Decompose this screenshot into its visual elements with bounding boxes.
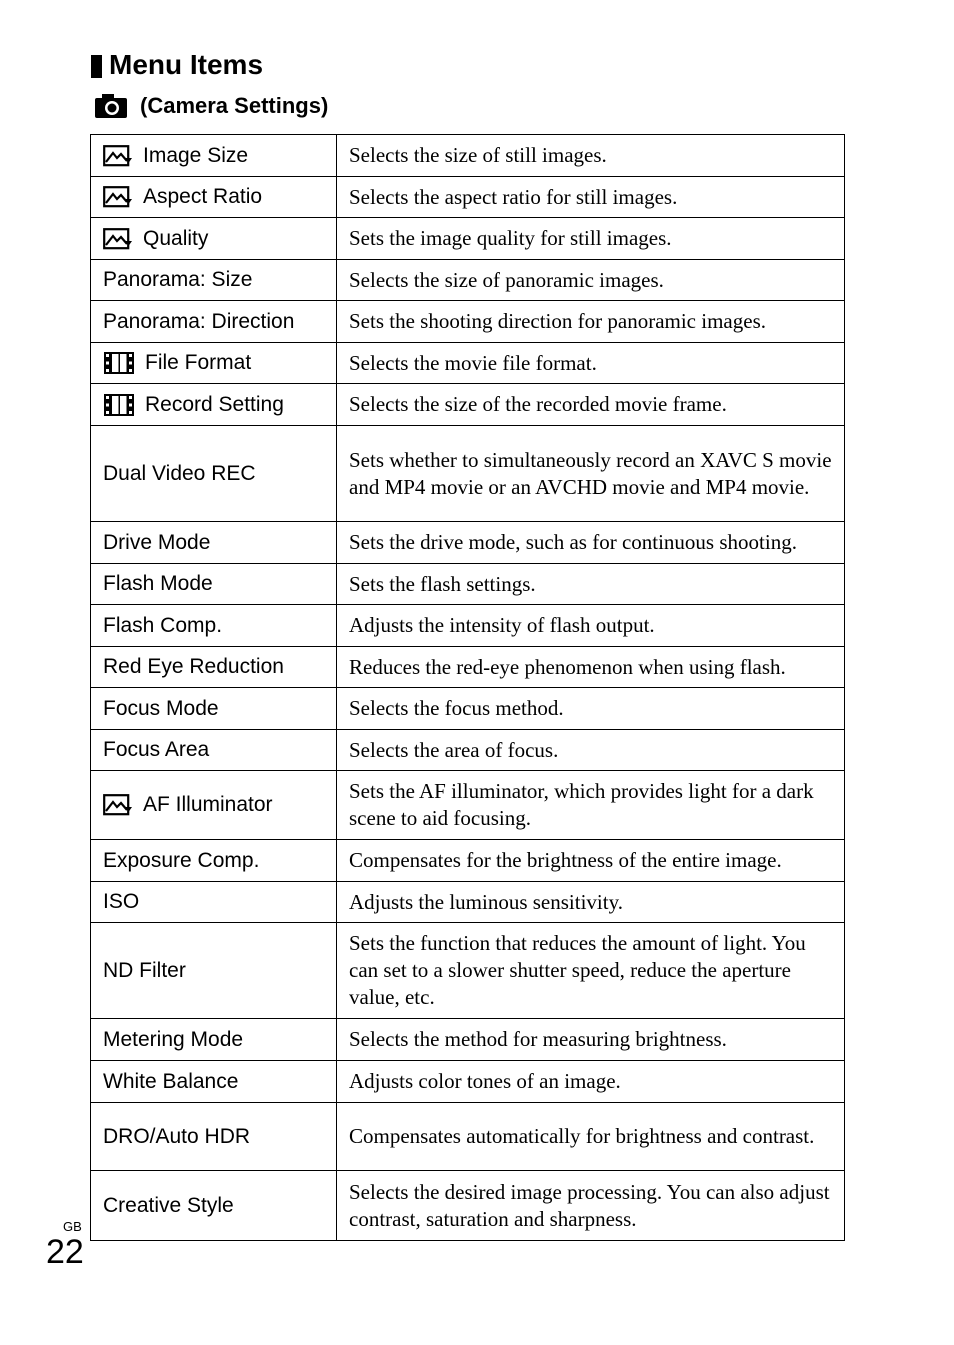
setting-name-cell: [91, 840, 337, 882]
page-language-code: GB: [63, 1219, 82, 1234]
subheading-text: (Camera Settings): [140, 93, 329, 118]
table-row: [91, 730, 845, 771]
setting-name-exposure-comp: Exposure Comp.: [103, 848, 260, 872]
page-number: 22: [46, 1233, 84, 1271]
setting-name-cell: [91, 1103, 337, 1171]
setting-description: Sets the AF illuminator, which provides light for a dark scene to aid focusing.: [337, 771, 845, 840]
table-row: [91, 923, 845, 1019]
setting-name-cell: [91, 647, 337, 688]
table-row: [91, 1103, 845, 1171]
table-row: [91, 840, 845, 882]
setting-description: Selects the method for measuring brightness.: [337, 1019, 845, 1061]
setting-name-af-illuminator: AF Illuminator: [143, 793, 273, 816]
setting-name-focus-area: Focus Area: [103, 738, 210, 761]
table-row: [91, 605, 845, 647]
setting-description: Selects the size of panoramic images.: [337, 260, 845, 301]
table-row: [91, 647, 845, 688]
table-row: [91, 1061, 845, 1103]
setting-name-file-format: File Format: [145, 351, 252, 374]
setting-name-white-balance: White Balance: [103, 1069, 239, 1093]
setting-name-panorama-size: Panorama: Size: [103, 268, 253, 291]
setting-name-cell: [91, 301, 337, 343]
setting-name-quality: Quality: [143, 226, 209, 250]
setting-name-red-eye-reduction: Red Eye Reduction: [103, 655, 284, 678]
setting-name-cell: [91, 218, 337, 260]
setting-name-cell: [91, 177, 337, 218]
section-subheading: [94, 90, 328, 122]
table-row: [91, 343, 845, 384]
table-row: [91, 564, 845, 605]
setting-description: Selects the aspect ratio for still images.: [337, 177, 845, 218]
table-row: [91, 260, 845, 301]
table-row: [91, 1019, 845, 1061]
setting-description: Selects the area of focus.: [337, 730, 845, 771]
setting-description: Compensates for the brightness of the entire image.: [337, 840, 845, 882]
setting-description: Sets the flash settings.: [337, 564, 845, 605]
table-row: [91, 1171, 845, 1241]
table-row: [91, 301, 845, 343]
setting-name-cell: [91, 923, 337, 1019]
page-title: Menu Items: [109, 49, 264, 80]
setting-description: Adjusts color tones of an image.: [337, 1061, 845, 1103]
table-row: [91, 882, 845, 923]
table-row: [91, 688, 845, 730]
setting-name-cell: [91, 260, 337, 301]
setting-name-cell: [91, 343, 337, 384]
table-row: [91, 522, 845, 564]
setting-name-cell: [91, 1061, 337, 1103]
setting-description: Reduces the red-eye phenomenon when using flash.: [337, 647, 845, 688]
setting-description: Sets the shooting direction for panoramic images.: [337, 301, 845, 343]
menu-items-table: [90, 134, 845, 1241]
setting-name-dual-video-rec: Dual Video REC: [103, 461, 256, 485]
setting-name-creative-style: Creative Style: [103, 1193, 234, 1217]
setting-name-flash-mode: Flash Mode: [103, 572, 213, 595]
setting-description: Adjusts the luminous sensitivity.: [337, 882, 845, 923]
table-row: [91, 135, 845, 177]
setting-description: Selects the size of still images.: [337, 135, 845, 177]
setting-name-metering-mode: Metering Mode: [103, 1027, 244, 1051]
setting-description: Selects the desired image processing. You can also adjust contrast, saturation and sharpness.: [337, 1171, 845, 1241]
table-row: [91, 218, 845, 260]
setting-description: Compensates automatically for brightness and contrast.: [337, 1103, 845, 1171]
setting-description: Selects the focus method.: [337, 688, 845, 730]
setting-name-focus-mode: Focus Mode: [103, 696, 219, 720]
setting-name-cell: [91, 882, 337, 923]
movie-icon: [103, 351, 135, 375]
setting-name-panorama-direction: Panorama: Direction: [103, 309, 295, 333]
setting-description: Adjusts the intensity of flash output.: [337, 605, 845, 647]
table-row: [91, 177, 845, 218]
setting-name-record-setting: Record Setting: [145, 392, 284, 416]
setting-name-nd-filter: ND Filter: [103, 958, 186, 982]
setting-name-cell: [91, 384, 337, 426]
setting-name-cell: [91, 605, 337, 647]
setting-name-cell: [91, 564, 337, 605]
table-row: [91, 426, 845, 522]
setting-name-iso: ISO: [103, 890, 140, 913]
setting-name-cell: [91, 730, 337, 771]
setting-name-aspect-ratio: Aspect Ratio: [143, 185, 263, 208]
setting-description: Sets whether to simultaneously record an XAVC S movie and MP4 movie or an AVCHD movie and MP4 movie.: [337, 426, 845, 522]
camera-icon: [94, 93, 128, 119]
setting-description: Sets the image quality for still images.: [337, 218, 845, 260]
setting-name-drive-mode: Drive Mode: [103, 530, 211, 554]
still-image-icon: [103, 186, 133, 208]
still-image-icon: [103, 794, 133, 816]
table-row: [91, 771, 845, 840]
still-image-icon: [103, 145, 133, 167]
setting-name-cell: [91, 1171, 337, 1241]
movie-icon: [103, 393, 135, 417]
heading-bar-marker: [91, 55, 102, 78]
setting-name-cell: [91, 426, 337, 522]
setting-description: Selects the size of the recorded movie frame.: [337, 384, 845, 426]
setting-description: Selects the movie file format.: [337, 343, 845, 384]
setting-name-cell: [91, 135, 337, 177]
setting-name-cell: [91, 1019, 337, 1061]
still-image-icon: [103, 228, 133, 250]
table-row: [91, 384, 845, 426]
setting-name-cell: [91, 522, 337, 564]
setting-name-cell: [91, 688, 337, 730]
setting-description: Sets the function that reduces the amount of light. You can set to a slower shutter speed, reduce the aperture value, etc.: [337, 923, 845, 1019]
section-heading: [91, 47, 263, 83]
setting-name-dro-auto-hdr: DRO/Auto HDR: [103, 1124, 251, 1148]
setting-name-flash-comp: Flash Comp.: [103, 613, 223, 637]
setting-name-image-size: Image Size: [143, 143, 249, 167]
setting-name-cell: [91, 771, 337, 840]
setting-description: Sets the drive mode, such as for continuous shooting.: [337, 522, 845, 564]
